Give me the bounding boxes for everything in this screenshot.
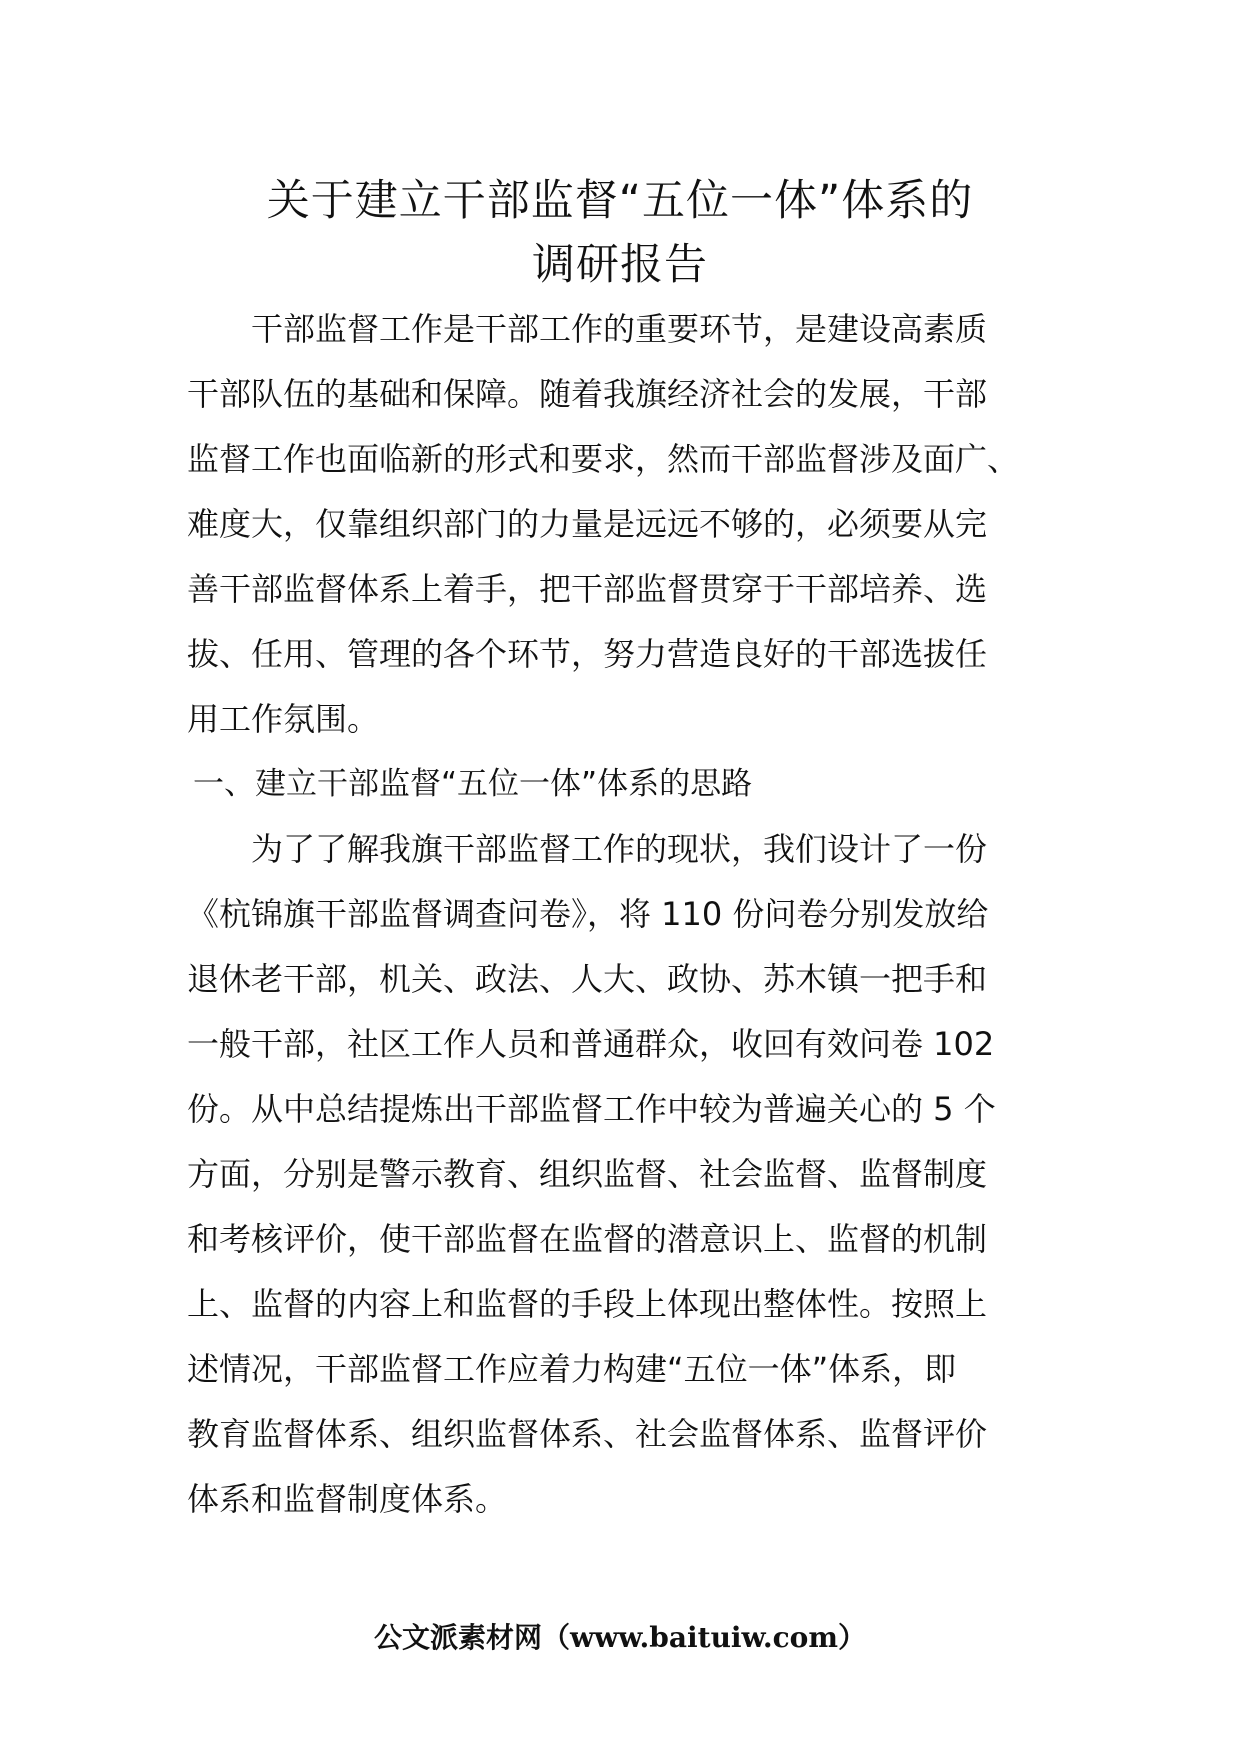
paragraph-1-line-1: 干部监督工作是干部工作的重要环节，是建设高素质 — [187, 310, 988, 348]
paragraph-2-line-10: 教育监督体系、组织监督体系、社会监督体系、监督评价 — [187, 1415, 988, 1453]
paragraph-1-line-2: 干部队伍的基础和保障。随着我旗经济社会的发展，干部 — [187, 375, 988, 413]
document-title-line-2: 调研报告 — [532, 240, 708, 290]
paragraph-2-line-11: 体系和监督制度体系。 — [187, 1480, 508, 1518]
paragraph-2-line-6: 方面，分别是警示教育、组织监督、社会监督、监督制度 — [187, 1155, 988, 1193]
paragraph-1-line-5: 善干部监督体系上着手，把干部监督贯穿于干部培养、选 — [187, 570, 988, 608]
paragraph-2-line-2: 《杭锦旗干部监督调查问卷》，将 110 份问卷分别发放给 — [187, 895, 989, 933]
paragraph-2-line-3: 退休老干部，机关、政法、人大、政协、苏木镇一把手和 — [187, 960, 988, 998]
document-title-line-1: 关于建立干部监督“五位一体”体系的 — [266, 176, 974, 226]
paragraph-2-line-4: 一般干部，社区工作人员和普通群众，收回有效问卷 102 — [187, 1025, 995, 1063]
paragraph-1-line-7: 用工作氛围。 — [187, 700, 380, 738]
paragraph-2-line-1: 为了了解我旗干部监督工作的现状，我们设计了一份 — [187, 830, 988, 868]
footer-watermark: 公文派素材网（www.baituiw.com） — [374, 1621, 866, 1654]
paragraph-1-line-4: 难度大，仅靠组织部门的力量是远远不够的，必须要从完 — [187, 505, 988, 543]
paragraph-2-line-7: 和考核评价，使干部监督在监督的潜意识上、监督的机制 — [187, 1220, 988, 1258]
paragraph-1-line-6: 拔、任用、管理的各个环节，努力营造良好的干部选拔任 — [187, 635, 988, 673]
section-1-heading: 一、建立干部监督“五位一体”体系的思路 — [193, 766, 753, 802]
paragraph-2-line-9: 述情况，干部监督工作应着力构建“五位一体”体系，即 — [187, 1350, 957, 1388]
paragraph-2-line-5: 份。从中总结提炼出干部监督工作中较为普遍关心的 5 个 — [187, 1090, 996, 1128]
paragraph-1-line-3: 监督工作也面临新的形式和要求，然而干部监督涉及面广、 — [187, 440, 1020, 478]
paragraph-2-line-8: 上、监督的内容上和监督的手段上体现出整体性。按照上 — [187, 1285, 988, 1323]
